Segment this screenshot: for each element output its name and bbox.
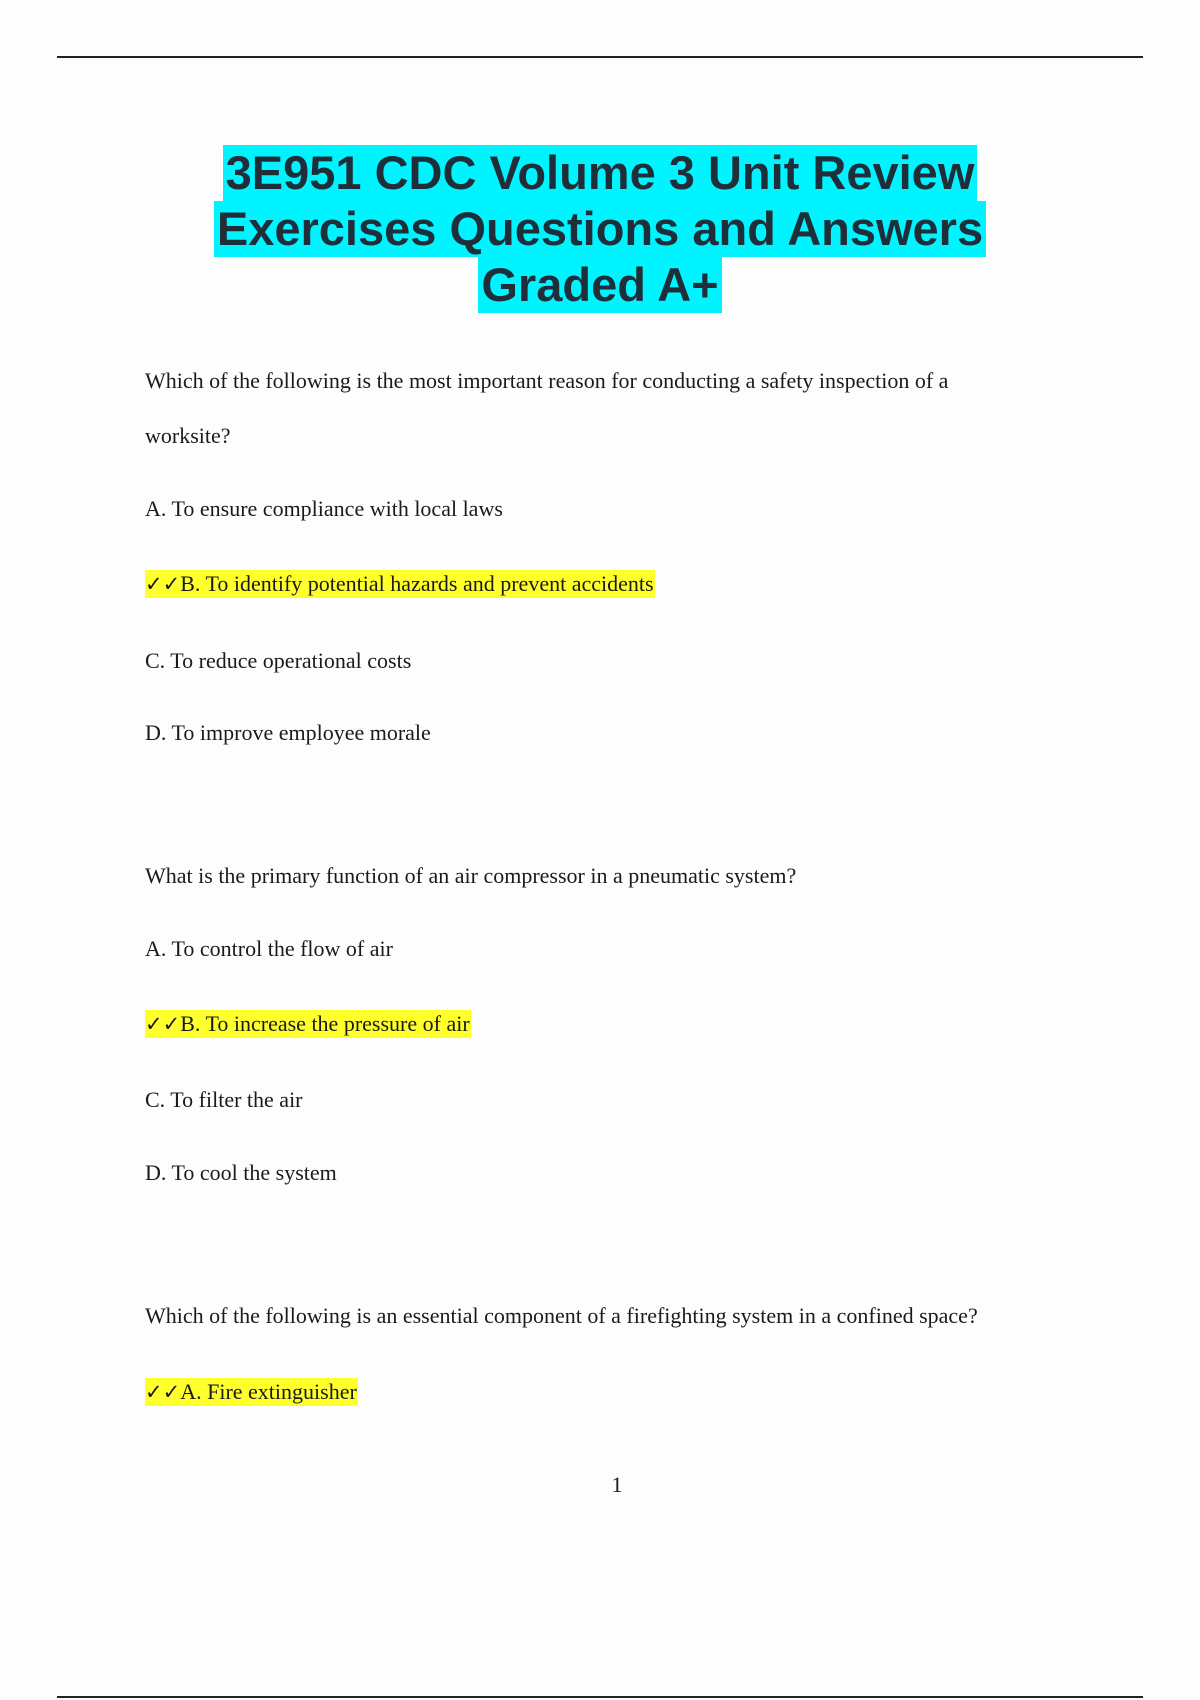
question-1-text-line-2: worksite?: [145, 423, 231, 448]
title-line-2: Exercises Questions and Answers: [214, 201, 986, 257]
title-line-1: 3E951 CDC Volume 3 Unit Review: [223, 145, 978, 201]
question-1-option-c: C. To reduce operational costs: [145, 648, 412, 673]
question-1-option-b-correct: [145, 569, 655, 599]
question-3-option-a-correct: [145, 1377, 358, 1407]
question-2-option-c: C. To filter the air: [145, 1087, 303, 1112]
check-mark-icon: ✓✓: [145, 572, 181, 596]
title-line-3: Graded A+: [478, 257, 721, 313]
question-3-text: Which of the following is an essential component of a firefighting system in a confined space?: [145, 1303, 978, 1328]
page-number: 1: [611, 1472, 623, 1497]
question-2-text: What is the primary function of an air compressor in a pneumatic system?: [145, 863, 797, 888]
answer-label: A. Fire extinguisher: [180, 1379, 357, 1404]
question-1-option-a: A. To ensure compliance with local laws: [145, 496, 503, 521]
document-title: [100, 145, 1100, 313]
question-1-text-line-1: Which of the following is the most important reason for conducting a safety inspection of a: [145, 368, 949, 393]
bottom-rule: [57, 1696, 1143, 1698]
check-mark-icon: ✓✓: [145, 1380, 181, 1404]
top-rule: [57, 56, 1143, 58]
answer-label: B. To increase the pressure of air: [180, 1011, 470, 1036]
question-2-option-d: D. To cool the system: [145, 1160, 337, 1185]
question-2-option-a: A. To control the flow of air: [145, 936, 393, 961]
question-1-option-d: D. To improve employee morale: [145, 720, 431, 745]
question-2-option-b-correct: [145, 1009, 471, 1039]
check-mark-icon: ✓✓: [145, 1012, 181, 1036]
answer-label: B. To identify potential hazards and prevent accidents: [180, 571, 654, 596]
